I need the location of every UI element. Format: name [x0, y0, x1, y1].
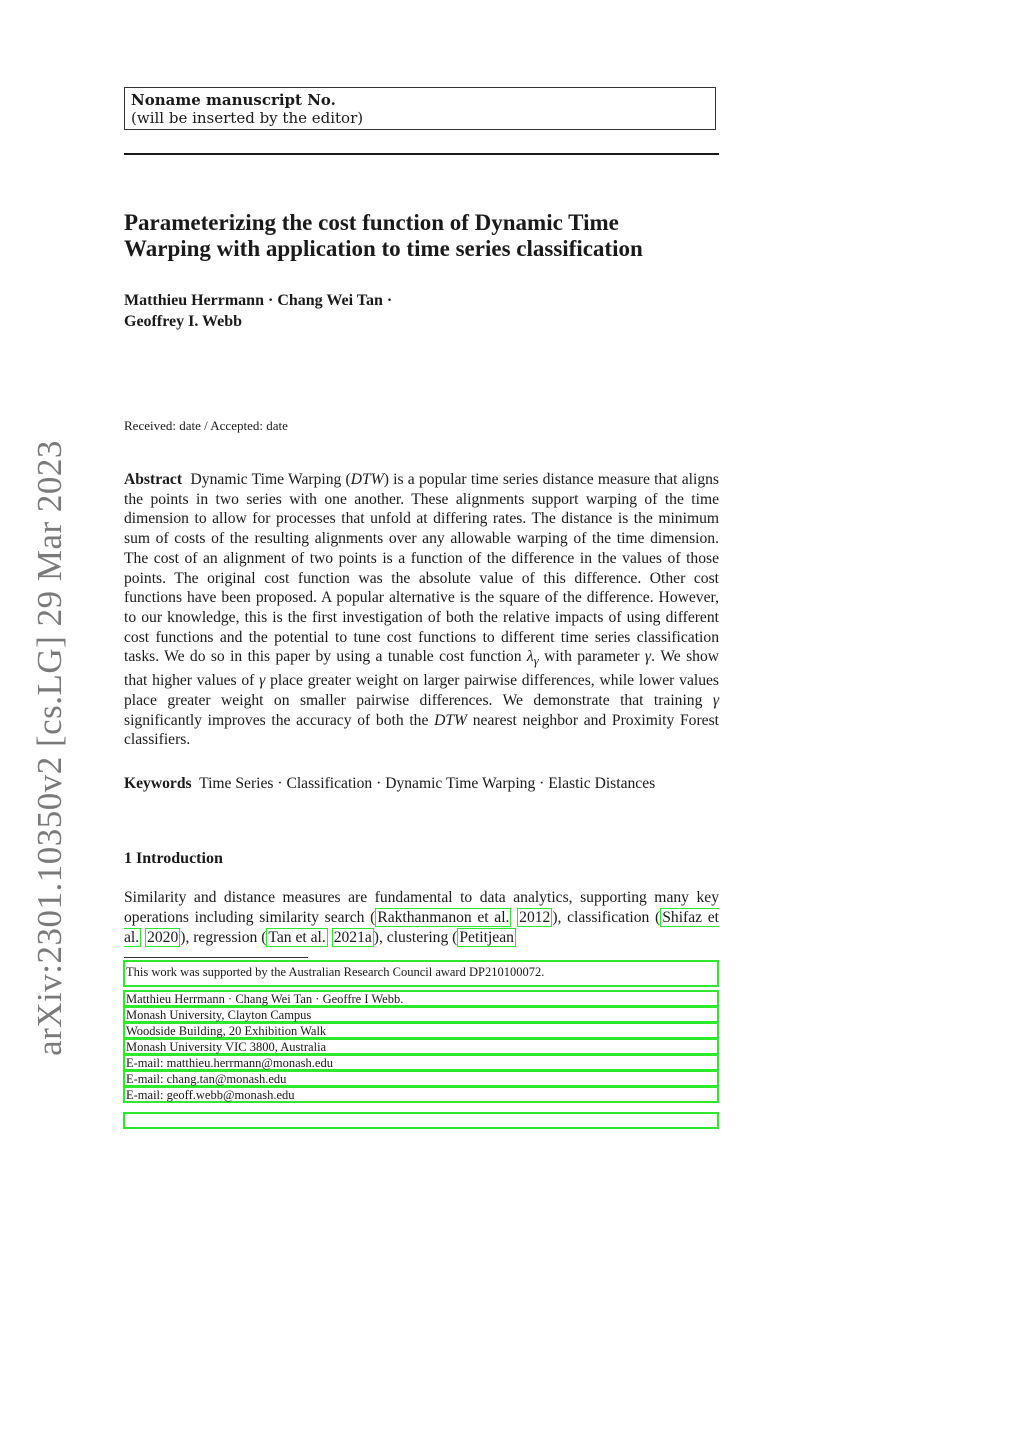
empty-link-box[interactable] — [123, 1112, 719, 1129]
intro-text-2: ), classification ( — [552, 909, 661, 926]
arxiv-watermark: arXiv:2301.10350v2 [cs.LG] 29 Mar 2023 — [30, 440, 69, 1056]
abstract-text-7: nearest neighbor and Proximity Forest classifiers. — [124, 711, 719, 749]
authors — [124, 290, 724, 332]
footnote-email-2[interactable]: E-mail: chang.tan@monash.edu — [123, 1070, 719, 1087]
abstract-dtw-2: DTW — [434, 711, 468, 729]
citation-link[interactable]: 2020 — [147, 929, 179, 946]
citation-link[interactable]: Petitjean — [459, 929, 514, 946]
citation-link[interactable]: Shifaz et al. — [124, 909, 719, 946]
received-dates: Received: date / Accepted: date — [124, 418, 288, 433]
abstract-text-4: . We show that higher values of — [124, 648, 720, 690]
footnote-affiliation-3[interactable]: Monash University VIC 3800, Australia — [123, 1038, 719, 1055]
editor-note: (will be inserted by the editor) — [131, 109, 364, 127]
title-line-2: Warping with application to time series classification — [124, 236, 643, 261]
title-line-1: Parameterizing the cost function of Dynamic Time — [124, 210, 619, 235]
manuscript-label: Noname manuscript No. — [131, 91, 336, 109]
footnote-funding[interactable]: This work was supported by the Australian Research Council award DP210100072. — [123, 960, 719, 987]
authors-line-1: Matthieu Herrmann · Chang Wei Tan · — [124, 292, 393, 309]
abstract-text-1: Dynamic Time Warping ( — [190, 471, 351, 488]
header-rule — [124, 153, 719, 155]
paper-title — [124, 210, 724, 262]
intro-text-1: Similarity and distance measures are fundamental to data analytics, supporting many key operations including similarity search ( — [124, 889, 719, 926]
abstract-gamma-2: γ — [259, 672, 266, 690]
abstract-label: Abstract — [124, 471, 183, 488]
abstract-gamma-sub: γ — [533, 653, 539, 669]
abstract-dtw-1: DTW — [350, 471, 384, 488]
footnote-email-1[interactable]: E-mail: matthieu.herrmann@monash.edu — [123, 1054, 719, 1071]
footnote-authors[interactable]: Matthieu Herrmann · Chang Wei Tan · Geoffre I Webb. — [123, 990, 719, 1007]
abstract-text-2: ) is a popular time series distance measure that aligns the points in two series with one another. These alignments support warping of the time dimension to allow for processes that unfold at differing rates. The distance is the minimum sum of costs of the resulting alignments over any allowable warping of the time dimension. The cost of an alignment of two points is a function of the difference in the values of those points. The original cost function was the absolute value of this difference. Other cost functions have been proposed. A popular alternative is the square of the difference. However, to our knowledge, this is the first investigation of both the relative impacts of using different cost functions and the potential to tune cost functions to different time series classification tasks. We do so in this paper by using a tunable cost function — [124, 471, 720, 666]
intro-text-4: ), clustering ( — [373, 929, 458, 946]
introduction-text — [124, 888, 719, 948]
keywords — [124, 774, 719, 794]
footnote-rule — [124, 957, 308, 958]
section-heading-introduction: 1 Introduction — [124, 850, 223, 867]
abstract-lambda: λ — [526, 648, 534, 666]
abstract-gamma-3: γ — [712, 691, 719, 709]
footnote-affiliation-1[interactable]: Monash University, Clayton Campus — [123, 1006, 719, 1023]
editor-box — [124, 87, 716, 130]
abstract-text-3: with parameter — [538, 648, 645, 666]
keywords-text: Time Series · Classification · Dynamic Time Warping · Elastic Distances — [199, 775, 656, 792]
citation-link[interactable]: Rakthanmanon et al. — [377, 909, 510, 926]
citation-link[interactable]: 2021a — [333, 929, 372, 946]
abstract-text-6: significantly improves the accuracy of both the — [124, 711, 435, 729]
abstract — [124, 470, 719, 750]
authors-line-2: Geoffrey I. Webb — [124, 313, 243, 330]
citation-link[interactable]: Tan et al. — [268, 929, 326, 946]
footnote-affiliation-2[interactable]: Woodside Building, 20 Exhibition Walk — [123, 1022, 719, 1039]
footnote-email-3[interactable]: E-mail: geoff.webb@monash.edu — [123, 1086, 719, 1103]
abstract-text-5: place greater weight on larger pairwise differences, while lower values place greater weight on smaller pairwise differences. We demonstrate that training — [124, 672, 719, 709]
abstract-gamma-1: γ — [644, 648, 652, 666]
keywords-label: Keywords — [124, 775, 192, 792]
intro-text-3: ), regression ( — [180, 929, 267, 946]
citation-link[interactable]: 2012 — [519, 909, 551, 926]
